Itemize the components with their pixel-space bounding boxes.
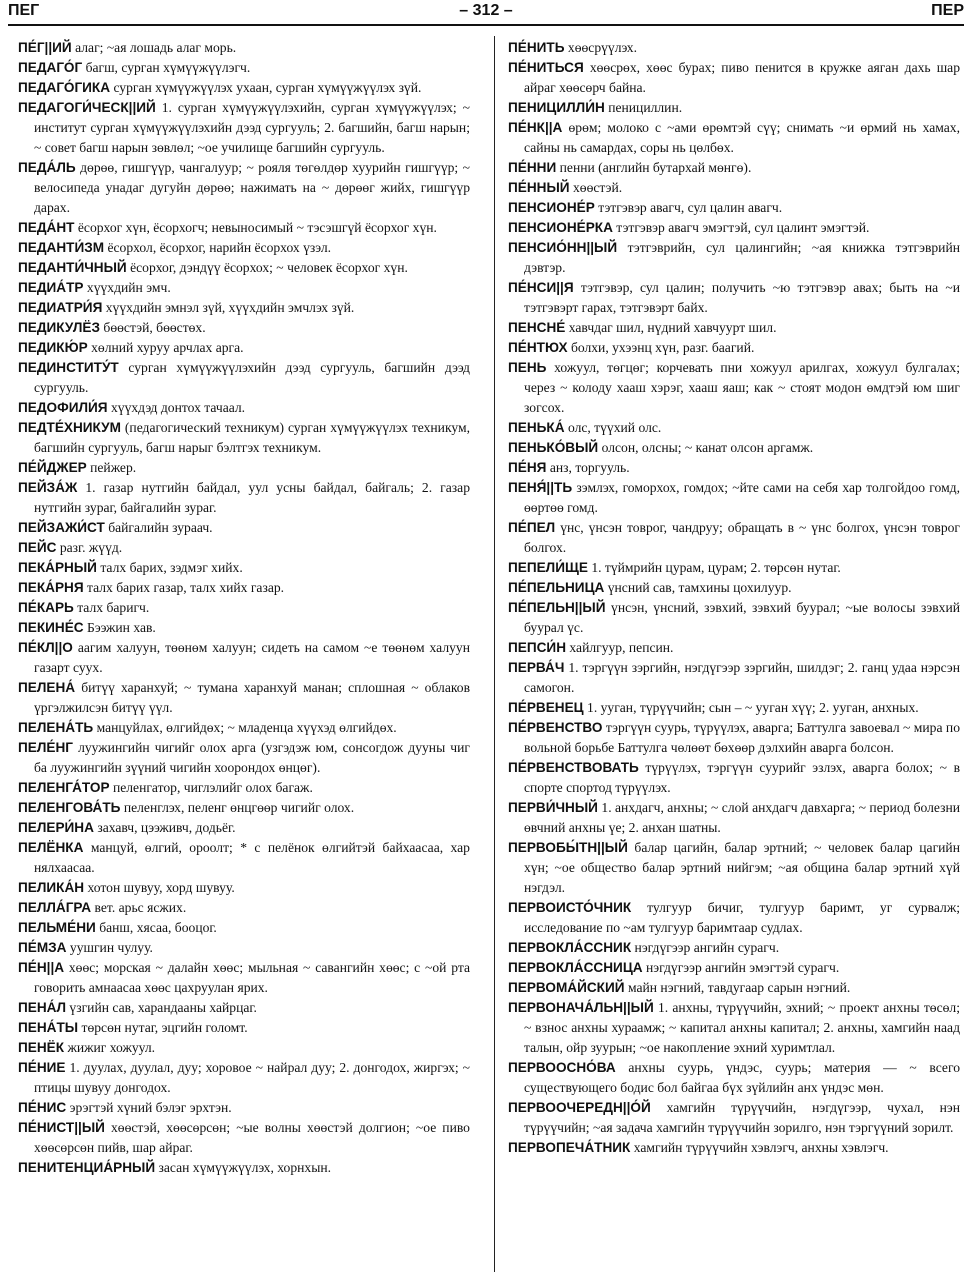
entry-definition: 1. газар нутгийн байдал, уул усны байдал, байгаль; 2. газар нутгийн зураг, байгалийн зураг.: [34, 480, 470, 515]
dictionary-entry: [18, 818, 470, 838]
dictionary-entry: [18, 98, 470, 158]
dictionary-entry: [508, 1138, 960, 1158]
dictionary-entry: [18, 58, 470, 78]
entry-definition: бөөстэй, бөөстөх.: [103, 320, 206, 335]
dictionary-entry: [18, 358, 470, 398]
entry-headword: ПЕ́ПЕЛЬН||ЫЙ: [508, 600, 606, 615]
dictionary-entry: [18, 598, 470, 618]
entry-definition: битүү харанхуй; ~ тумана харанхуй манан; сплошная ~ облаков үргэлжилсэн битүү үүл.: [34, 680, 470, 715]
entry-headword: ПЕ́ННИ: [508, 160, 557, 175]
entry-headword: ПЕНСИОНЕ́РКА: [508, 220, 613, 235]
guide-word-right: ПЕР: [931, 2, 964, 19]
entry-definition: захавч, цээживч, додьёг.: [97, 820, 236, 835]
entry-headword: ПЕРВОИСТО́ЧНИК: [508, 900, 632, 915]
entry-definition: балар цагийн, балар эртний; ~ человек балар цагийн хүн; ~ое общество балар эртний нийгэм; ~ая община балар эртний хүй нэгдэл.: [524, 840, 960, 895]
column-divider: [494, 36, 495, 1272]
entry-definition: тэтгэврийн, сул цалингийн; ~ая книжка тэтгэврийн дэвтэр.: [524, 240, 960, 275]
entry-definition: пеленгатор, чиглэлийг олох багаж.: [112, 780, 313, 795]
entry-definition: олс, түүхий олс.: [567, 420, 662, 435]
entry-headword: ПЕ́НК||А: [508, 120, 563, 135]
dictionary-entry: [18, 1038, 470, 1058]
entry-definition: жижиг хожуул.: [67, 1040, 156, 1055]
entry-headword: ПЕЛЕНГА́ТОР: [18, 780, 110, 795]
entry-headword: ПЕКИНЕ́С: [18, 620, 84, 635]
entry-definition: 1. дуулах, дуулал, дуу; хоровое ~ найрал дуу; 2. донгодох, жиргэх; ~ птицы шувуу донгодох.: [34, 1060, 470, 1095]
entry-headword: ПЕ́ЙДЖЕР: [18, 460, 87, 475]
entry-headword: ПЕДИКЮ́Р: [18, 340, 88, 355]
dictionary-entry: [18, 618, 470, 638]
entry-definition: тэтгэвэр, сул цалин; получить ~ю тэтгэвэр авах; быть на ~и тэтгэвэрт гарах, тэтгэвэрт байх.: [524, 280, 960, 315]
entry-headword: ПЕЛЕНА́: [18, 680, 76, 695]
entry-definition: болхи, ухээнц хүн, разг. баагий.: [570, 340, 755, 355]
entry-headword: ПЕ́Г||ИЙ: [18, 40, 72, 55]
entry-headword: ПЕ́КЛ||О: [18, 640, 73, 655]
entry-definition: үнс, үнсэн товрог, чандруу; обращать в ~ үнс болгох, үнсэн товрог болгох.: [524, 520, 960, 555]
entry-definition: нэгдүгээр ангийн сурагч.: [634, 940, 780, 955]
entry-headword: ПЕ́КАРЬ: [18, 600, 74, 615]
dictionary-entry: [508, 1058, 960, 1098]
entry-headword: ПЕКА́РНЫЙ: [18, 560, 97, 575]
entry-definition: олсон, олсны; ~ канат олсон аргамж.: [601, 440, 814, 455]
entry-definition: үнсэн, үнсний, зэвхий, зэвхий буурал; ~ые волосы зэвхий буурал үс.: [524, 600, 960, 635]
dictionary-entry: [18, 798, 470, 818]
entry-definition: засан хүмүүжүүлэх, хорнхын.: [158, 1160, 332, 1175]
entry-definition: манцуй, өлгий, ороолт; * с пелёнок өлгийтэй байхаасаа, хар нялхаасаа.: [34, 840, 470, 875]
entry-headword: ПЕРВООСНО́ВА: [508, 1060, 616, 1075]
dictionary-entry: [508, 578, 960, 598]
entry-definition: хөөсрөх, хөөс бурах; пиво пенится в кружке аяган дахь шар айраг хөөсөрч байна.: [524, 60, 960, 95]
entry-headword: ПЕРВОБЫ́ТН||ЫЙ: [508, 840, 628, 855]
dictionary-entry: [18, 1058, 470, 1098]
entry-headword: ПЕЛЁНКА: [18, 840, 84, 855]
entry-headword: ПЕДТЕ́ХНИКУМ: [18, 420, 121, 435]
dictionary-entry: [508, 838, 960, 898]
dictionary-entry: [18, 518, 470, 538]
entry-definition: луужингийн чигийг олох арга (узгэдэж юм, сонсогдож дууны чиг ба луужингийн зүүний чигийн хоорондох өнцөг).: [34, 740, 470, 775]
dictionary-entry: [508, 758, 960, 798]
dictionary-entry: [18, 958, 470, 998]
entry-definition: сурган хүмүүжүүлэхийн дээд сургууль, багшийн дээд сургууль.: [34, 360, 470, 395]
entry-definition: хотон шувуу, хорд шувуу.: [87, 880, 235, 895]
entry-definition: майн нэгний, тавдугаар сарын нэгний.: [627, 980, 851, 995]
entry-headword: ПЕДОФИЛИ́Я: [18, 400, 108, 415]
entry-definition: хөөстэй, хөөсөрсөн; ~ые волны хөөстэй долгион; ~ое пиво хөөсөрсөн пийв, шар айраг.: [34, 1120, 470, 1155]
dictionary-entry: [508, 278, 960, 318]
dictionary-entry: [508, 338, 960, 358]
entry-definition: хөөстэй.: [572, 180, 623, 195]
dictionary-entry: [18, 78, 470, 98]
entry-headword: ПЕРВОКЛА́ССНИК: [508, 940, 632, 955]
entry-headword: ПЕ́НИС: [18, 1100, 67, 1115]
entry-headword: ПЕ́НИТЬСЯ: [508, 60, 584, 75]
entry-headword: ПЕ́НИТЬ: [508, 40, 565, 55]
dictionary-entry: [18, 1098, 470, 1118]
entry-headword: ПЕНСНЕ́: [508, 320, 566, 335]
entry-headword: ПЕНЬКО́ВЫЙ: [508, 440, 599, 455]
entry-headword: ПЕДАНТИ́ЧНЫЙ: [18, 260, 127, 275]
dictionary-entry: [18, 478, 470, 518]
entry-headword: ПЕРВОНАЧА́ЛЬН||ЫЙ: [508, 1000, 654, 1015]
entry-definition: вет. арьс ясжих.: [94, 900, 187, 915]
entry-definition: талх баригч.: [77, 600, 150, 615]
entry-headword: ПЕ́ПЕЛ: [508, 520, 556, 535]
entry-headword: ПЕНА́ТЫ: [18, 1020, 79, 1035]
dictionary-entry: [508, 978, 960, 998]
entry-definition: ёсорхог, дэндүү ёсорхох; ~ человек ёсорхог хүн.: [130, 260, 408, 275]
entry-headword: ПЕДИА́ТР: [18, 280, 84, 295]
dictionary-entry: [18, 278, 470, 298]
entry-definition: тулгуур бичиг, тулгуур баримт, уг сурвалж; исследование по ~ам тулгуур баримтаар судлах.: [524, 900, 960, 935]
entry-definition: түрүүлэх, тэргүүн суурийг эзлэх, аварга болох; ~ в спорте спортод түрүүлэх.: [524, 760, 960, 795]
dictionary-entry: [508, 698, 960, 718]
dictionary-entry: [508, 798, 960, 838]
dictionary-entry: [18, 1118, 470, 1158]
entry-definition: талх барих, зэдмэг хийх.: [100, 560, 243, 575]
entry-headword: ПЕ́НИЕ: [18, 1060, 66, 1075]
left-column: [18, 38, 470, 1178]
entry-headword: ПЕНИТЕНЦИА́РНЫЙ: [18, 1160, 156, 1175]
entry-definition: ёсорхол, ёсорхог, нарийн ёсорхох үзэл.: [107, 240, 332, 255]
entry-headword: ПЕДИНСТИТУ́Т: [18, 360, 119, 375]
entry-headword: ПЕДА́ЛЬ: [18, 160, 76, 175]
dictionary-entry: [18, 538, 470, 558]
entry-definition: Бээжин хав.: [87, 620, 156, 635]
dictionary-entry: [18, 418, 470, 458]
dictionary-entry: [508, 718, 960, 758]
entry-headword: ПЕДИАТРИ́Я: [18, 300, 103, 315]
guide-word-left: ПЕГ: [8, 2, 40, 19]
entry-definition: анхны суурь, үндэс, суурь; материя — ~ всего существующего бодис бол байгаа бүх зүйлийн анх үндэс мөн.: [524, 1060, 960, 1095]
entry-headword: ПЕРВОМА́ЙСКИЙ: [508, 980, 625, 995]
entry-headword: ПЕДАНТИ́ЗМ: [18, 240, 105, 255]
entry-headword: ПЕРВИ́ЧНЫЙ: [508, 800, 598, 815]
dictionary-entry: [18, 558, 470, 578]
entry-headword: ПЕПЕЛИ́ЩЕ: [508, 560, 588, 575]
page-number: – 312 –: [459, 2, 513, 19]
dictionary-entry: [18, 458, 470, 478]
dictionary-entry: [508, 358, 960, 418]
right-column: [508, 38, 960, 1158]
dictionary-entry: [508, 98, 960, 118]
entry-definition: төрсөн нутаг, эцгийн голомт.: [81, 1020, 248, 1035]
entry-headword: ПЕЛЛА́ГРА: [18, 900, 92, 915]
entry-headword: ПЕДА́НТ: [18, 220, 75, 235]
entry-definition: хөлний хуруу арчлах арга.: [91, 340, 244, 355]
dictionary-entry: [18, 1158, 470, 1178]
dictionary-entry: [508, 238, 960, 278]
entry-definition: хүүхдийн эмч.: [86, 280, 171, 295]
dictionary-entry: [508, 658, 960, 698]
entry-definition: 1. тэргүүн зэргийн, нэгдүгээр зэргийн, шилдэг; 2. ганц удаа нэрсэн самогон.: [524, 660, 960, 695]
entry-headword: ПЕ́ПЕЛЬНИЦА: [508, 580, 605, 595]
dictionary-entry: [18, 158, 470, 218]
dictionary-entry: [18, 38, 470, 58]
entry-headword: ПЕЛИКА́Н: [18, 880, 85, 895]
entry-headword: ПЕ́РВЕНСТВОВАТЬ: [508, 760, 639, 775]
dictionary-entry: [508, 178, 960, 198]
dictionary-entry: [508, 118, 960, 158]
entry-definition: тэтгэвэр авагч, сул цалин авагч.: [598, 200, 783, 215]
dictionary-entry: [18, 878, 470, 898]
dictionary-entry: [508, 598, 960, 638]
entry-headword: ПЕ́НТЮХ: [508, 340, 568, 355]
dictionary-entry: [508, 638, 960, 658]
entry-headword: ПЕРВА́Ч: [508, 660, 565, 675]
entry-headword: ПЕДАГО́ГИКА: [18, 80, 111, 95]
entry-headword: ПЕПСИ́Н: [508, 640, 567, 655]
dictionary-entry: [508, 478, 960, 518]
entry-headword: ПЕЛЕНА́ТЬ: [18, 720, 94, 735]
entry-definition: аагим халуун, төөнөм халуун; сидеть на самом ~е төөнөм халуун газарт суух.: [34, 640, 470, 675]
entry-headword: ПЕРВОКЛА́ССНИЦА: [508, 960, 643, 975]
dictionary-entry: [508, 418, 960, 438]
dictionary-entry: [18, 838, 470, 878]
dictionary-entry: [18, 398, 470, 418]
entry-headword: ПЕНЬКА́: [508, 420, 565, 435]
entry-definition: (педагогический техникум) сурган хүмүүжүүлэх техникум, багшийн сургууль, багш нарыг бэлтгэх техникум.: [34, 420, 470, 455]
header-rule: [8, 24, 964, 26]
entry-definition: 1. сурган хүмүүжүүлэхийн, сурган хүмүүжүүлэх; ~ институт сурган хүмүүжүүлэхийн дээд сургууль; 2. багшийн, багш нарын; ~ совет багш нарын зөвлөл; ~ое училище багшийн сургууль.: [34, 100, 470, 155]
entry-definition: сурган хүмүүжүүлэх ухаан, сурган хүмүүжүүлэх зүй.: [113, 80, 422, 95]
dictionary-entry: [508, 1098, 960, 1138]
entry-definition: хожуул, төгцөг; корчевать пни хожуул арилгах, хожуул булгалах; через ~ колоду хааш хэрэг, хааш яаш; как ~ стоят модон өмдтэй юм шиг зогсох.: [524, 360, 960, 415]
entry-headword: ПЕЛЕНГОВА́ТЬ: [18, 800, 121, 815]
entry-definition: хүүхдийн эмнэл зүй, хүүхдийн эмчлэх зүй.: [105, 300, 355, 315]
dictionary-entry: [508, 58, 960, 98]
dictionary-entry: [508, 458, 960, 478]
dictionary-entry: [508, 158, 960, 178]
dictionary-entry: [18, 898, 470, 918]
entry-definition: хамгийн түрүүчийн, нэгдүгээр, чухал, нэн түрүүчийн; ~ая задача хамгийн түрүүчийн зорилго, нэн тэргүүний зорилт.: [524, 1100, 960, 1135]
entry-headword: ПЕНИЦИЛЛИ́Н: [508, 100, 605, 115]
dictionary-entry: [18, 778, 470, 798]
entry-definition: банш, хясаа, бооцог.: [99, 920, 217, 935]
entry-headword: ПЕКА́РНЯ: [18, 580, 84, 595]
dictionary-entry: [18, 1018, 470, 1038]
dictionary-entry: [18, 318, 470, 338]
dictionary-entry: [508, 958, 960, 978]
entry-definition: үнсний сав, тамхины цохилуур.: [607, 580, 792, 595]
entry-headword: ПЕНА́Л: [18, 1000, 67, 1015]
entry-headword: ПЕ́НЯ: [508, 460, 547, 475]
entry-headword: ПЕ́ННЫЙ: [508, 180, 570, 195]
dictionary-entry: [18, 218, 470, 238]
entry-definition: багш, сурган хүмүүжүүлэгч.: [85, 60, 251, 75]
entry-definition: анз, торгууль.: [549, 460, 630, 475]
entry-definition: хамгийн түрүүчийн хэвлэгч, анхны хэвлэгч.: [633, 1140, 889, 1155]
dictionary-entry: [18, 578, 470, 598]
entry-headword: ПЕ́НСИ||Я: [508, 280, 574, 295]
dictionary-entry: [508, 318, 960, 338]
dictionary-entry: [508, 218, 960, 238]
dictionary-entry: [18, 678, 470, 718]
entry-definition: үзгийн сав, харандааны хайрцаг.: [69, 1000, 257, 1015]
entry-definition: хөөсрүүлэх.: [567, 40, 638, 55]
dictionary-entry: [508, 198, 960, 218]
entry-definition: зэмлэх, гоморхох, гомдох; ~йте сами на себя хар толгойдоо гомд, өөртөө гомд.: [524, 480, 960, 515]
entry-headword: ПЕРВОПЕЧА́ТНИК: [508, 1140, 631, 1155]
entry-definition: 1. анхдагч, анхны; ~ слой анхдагч давхарга; ~ период болезни өвчний анхны үе; 2. анхан шатны.: [524, 800, 961, 835]
dictionary-entry: [18, 938, 470, 958]
entry-definition: ёсорхог хүн, ёсорхогч; невыносимый ~ тэсэшгүй ёсорхог хүн.: [77, 220, 437, 235]
entry-definition: нэгдүгээр ангийн эмэгтэй сурагч.: [645, 960, 840, 975]
entry-headword: ПЕЛЕРИ́НА: [18, 820, 94, 835]
dictionary-entry: [18, 638, 470, 678]
entry-headword: ПЕНЁК: [18, 1040, 65, 1055]
entry-headword: ПЕДАГОГИ́ЧЕСК||ИЙ: [18, 100, 156, 115]
dictionary-entry: [18, 718, 470, 738]
entry-headword: ПЕЛЬМЕ́НИ: [18, 920, 96, 935]
entry-definition: уушгин чулуу.: [69, 940, 153, 955]
entry-definition: пенициллин.: [608, 100, 683, 115]
entry-headword: ПЕЙС: [18, 540, 57, 555]
entry-headword: ПЕЙЗАЖИ́СТ: [18, 520, 105, 535]
entry-headword: ПЕНЯ́||ТЬ: [508, 480, 573, 495]
dictionary-entry: [508, 998, 960, 1058]
entry-definition: байгалийн зураач.: [108, 520, 213, 535]
entry-definition: тэргүүн суурь, түрүүлэх, аварга; Баттулга завоевал ~ мира по вольной борьбе Баттулга чөлөөт бөхөөр дэлхийн аварга болсон.: [524, 720, 960, 755]
entry-definition: хавчдаг шил, нүдний хавчуурт шил.: [568, 320, 777, 335]
entry-headword: ПЕ́МЗА: [18, 940, 67, 955]
dictionary-entry: [508, 558, 960, 578]
dictionary-entry: [18, 738, 470, 778]
entry-headword: ПЕРВООЧЕРЕДН||О́Й: [508, 1100, 651, 1115]
entry-definition: 1. түймрийн цурам, цурам; 2. төрсөн нутаг.: [591, 560, 841, 575]
entry-headword: ПЕ́РВЕНСТВО: [508, 720, 603, 735]
dictionary-entry: [18, 918, 470, 938]
dictionary-entry: [508, 898, 960, 938]
dictionary-entry: [508, 38, 960, 58]
dictionary-entry: [18, 998, 470, 1018]
entry-definition: эрэгтэй хүний бэлэг эрхтэн.: [69, 1100, 232, 1115]
entry-headword: ПЕЙЗА́Ж: [18, 480, 78, 495]
entry-headword: ПЕДИКУЛЁЗ: [18, 320, 101, 335]
entry-headword: ПЕЛЕ́НГ: [18, 740, 73, 755]
entry-definition: разг. жүүд.: [59, 540, 123, 555]
entry-definition: тэтгэвэр авагч эмэгтэй, сул цалинт эмэгтэй.: [616, 220, 870, 235]
entry-headword: ПЕ́НИСТ||ЫЙ: [18, 1120, 105, 1135]
entry-headword: ПЕНЬ: [508, 360, 547, 375]
entry-definition: пейжер.: [90, 460, 137, 475]
entry-definition: дөрөө, гишгүүр, чангалуур; ~ рояля төгөлдөр хуурийн гишгүүр; ~ велосипеда унадаг дугуйн дөрөө; нажимать на ~ дөрөөг жийх, гишгүүр дарах.: [34, 160, 470, 215]
entry-definition: талх барих газар, талх хийх газар.: [87, 580, 285, 595]
entry-headword: ПЕ́РВЕНЕЦ: [508, 700, 584, 715]
entry-headword: ПЕНСИО́НН||ЫЙ: [508, 240, 618, 255]
entry-definition: пеленглэх, пеленг өнцгөөр чигийг олох.: [123, 800, 355, 815]
dictionary-entry: [18, 338, 470, 358]
entry-definition: хөөс; морская ~ далайн хөөс; мыльная ~ савангийн хөөс; с ~ой рта говорить амнаасаа хөөс цахруулан ярих.: [34, 960, 470, 995]
entry-definition: 1. ууган, түрүүчийн; сын – ~ ууган хүү; 2. ууган, анхных.: [587, 700, 919, 715]
dictionary-entry: [18, 298, 470, 318]
entry-definition: 1. анхны, түрүүчийн, эхний; ~ проект анхны төсөл; ~ взнос анхны хураамж; ~ капитал анхны капитал; 2. анхны, хамгийн наад талын, ойр зуурын; ~ое накопление эхний хуримтлал.: [524, 1000, 960, 1055]
dictionary-entry: [18, 238, 470, 258]
entry-definition: хүүхдэд донтох тачаал.: [110, 400, 246, 415]
entry-definition: өрөм; молоко с ~ами өрөмтэй сүү; снимать ~и өрмий нь хамах, сайны нь самардах, соры нь цөлбөх.: [524, 120, 960, 155]
dictionary-entry: [508, 518, 960, 558]
entry-headword: ПЕ́Н||А: [18, 960, 65, 975]
dictionary-entry: [18, 258, 470, 278]
entry-definition: алаг; ~ая лошадь алаг морь.: [75, 40, 237, 55]
dictionary-entry: [508, 938, 960, 958]
dictionary-entry: [508, 438, 960, 458]
entry-definition: пенни (английн бутархай мөнгө).: [559, 160, 752, 175]
entry-definition: хайлгуур, пепсин.: [569, 640, 674, 655]
entry-headword: ПЕНСИОНЕ́Р: [508, 200, 595, 215]
entry-headword: ПЕДАГО́Г: [18, 60, 83, 75]
entry-definition: манцуйлах, өлгийдөх; ~ младенца хүүхэд өлгийдөх.: [96, 720, 397, 735]
